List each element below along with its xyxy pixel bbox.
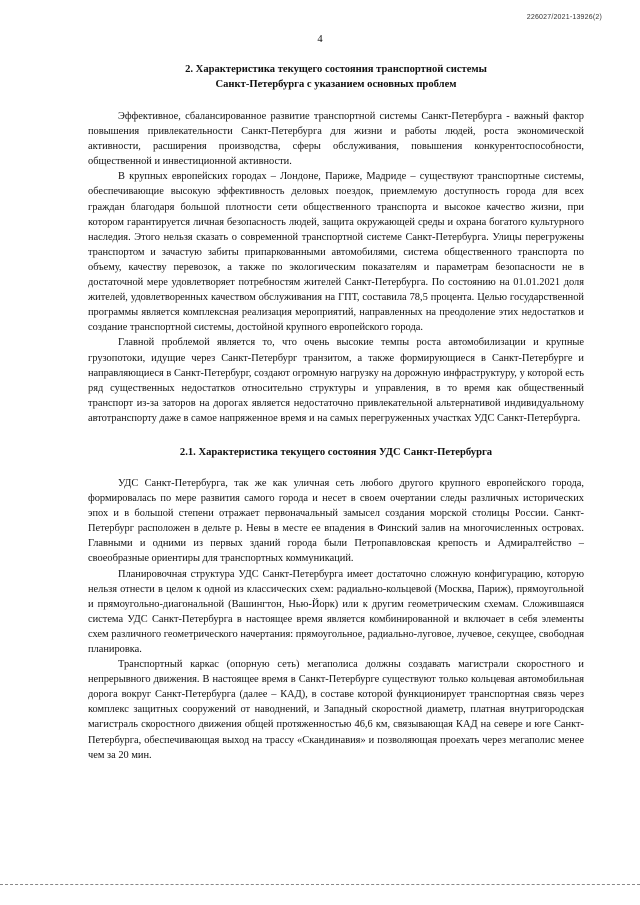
page-content xyxy=(88,62,584,763)
section-2-title-line1: 2. Характеристика текущего состояния транспортной системы xyxy=(185,64,487,75)
section-2-paragraph: Эффективное, сбалансированное развитие транспортной системы Санкт-Петербурга - важный фактор повышения привлекательности Санкт-Петербурга для жизни и работы людей, роста экономической активности, расширения производства, сферы обслуживания, повышения конкурентоспособности, общественной и инвестиционной активности. xyxy=(88,111,584,168)
document-id: 226027/2021-13926(2) xyxy=(526,14,602,21)
section-2-title-line2: Санкт-Петербурга с указанием основных проблем xyxy=(215,79,457,90)
section-2-1-paragraph: УДС Санкт-Петербурга, так же как уличная сеть любого другого крупного европейского города, формировалась по мере развития самого города и несет в своем очертании следы различных исторических эпох и в большой степени отражает первоначальный замысел создания морской столицы России. Санкт-Петербург расположен в дельте р. Невы в месте ее впадения в Финский залив на многочисленных островах. Главными и одними из первых зданий города были Петропавловская крепость и Адмиралтейство – своеобразные ориентиры для транспортных коммуникаций. xyxy=(88,477,584,565)
page-number: 4 xyxy=(317,34,323,45)
section-2-1-paragraph: Транспортный каркас (опорную сеть) мегаполиса должны создавать магистрали скоростного и непрерывного движения. В настоящее время в Санкт-Петербурге существуют только кольцевая автомобильная дорога вокруг Санкт-Петербурга (далее – КАД), в составе которой функционирует транспортная связь через комплекс защитных сооружений от наводнений, и Западный скоростной диаметр, платная внутригородская магистраль скоростного движения общей протяженностью 46,6 км, связывающая КАД на севере и юге Санкт-Петербурга, обеспечивающая выход на трассу «Скандинавия» и позволяющая проехать через мегаполис менее чем за 20 мин. xyxy=(88,659,584,761)
section-2-paragraph: Главной проблемой является то, что очень высокие темпы роста автомобилизации и крупные грузопотоки, идущие через Санкт-Петербург транзитом, а также формирующиеся в Санкт-Петербурге и направляющиеся в Санкт-Петербург, создают огромную нагрузку на дорожную инфраструктуру, у которой есть ряд существенных недостатков относительно структуры и управления, в то время как общественный транспорт из-за заторов на дорогах является недостаточно привлекательной альтернативой индивидуальному автотранспорту даже в самое напряженное время и на самых перегруженных участках УДС Санкт-Петербурга. xyxy=(88,337,584,424)
section-2-1-paragraph: Планировочная структура УДС Санкт-Петербурга имеет достаточно сложную конфигурацию, которую нельзя отнести в целом к одной из классических схем: радиально-кольцевой (Москва, Париж), прямоугольной и прямоугольно-диагональной (Вашингтон, Нью-Йорк) или к другим геометрическим схемам. Сложившаяся система УДС Санкт-Петербурга в настоящее время является комбинированной и включает в себя элементы схем различного геометрического начертания: прямоугольное, радиально-луговое, лучевое, секущее, свободная планировка. xyxy=(88,568,584,655)
section-2-paragraph: В крупных европейских городах – Лондоне, Париже, Мадриде – существуют транспортные системы, обеспечивающие высокую эффективность деловых поездок, приемлемую доступность города для всех граждан благодаря большой плотности сети общественного транспорта и высокое качество жизни, при котором гарантируется личная безопасность людей, защита окружающей среды и охрана богатого культурного наследия. Этого нельзя сказать о современной транспортной системе Санкт-Петербурга. Улицы перегружены транспортом и зачастую забиты припаркованными автомобилями, система общественного транспорта по объему, качеству перевозок, а также по экологическим показателям и параметрам безопасности не в достаточной мере удовлетворяет потребностям жителей Санкт-Петербурга. По состоянию на 01.01.2021 доля жителей, удовлетворенных качеством обслуживания на ГПТ, составила 78,5 процента. Целью государственной программы является комплексная реализация мероприятий, направленных на преодоление этих недостатков и создание транспортной системы, достойной крупного европейского города. xyxy=(88,171,584,334)
scan-edge-line xyxy=(0,884,640,885)
section-2-1-title: 2.1. Характеристика текущего состояния УДС Санкт-Петербурга xyxy=(179,446,493,458)
